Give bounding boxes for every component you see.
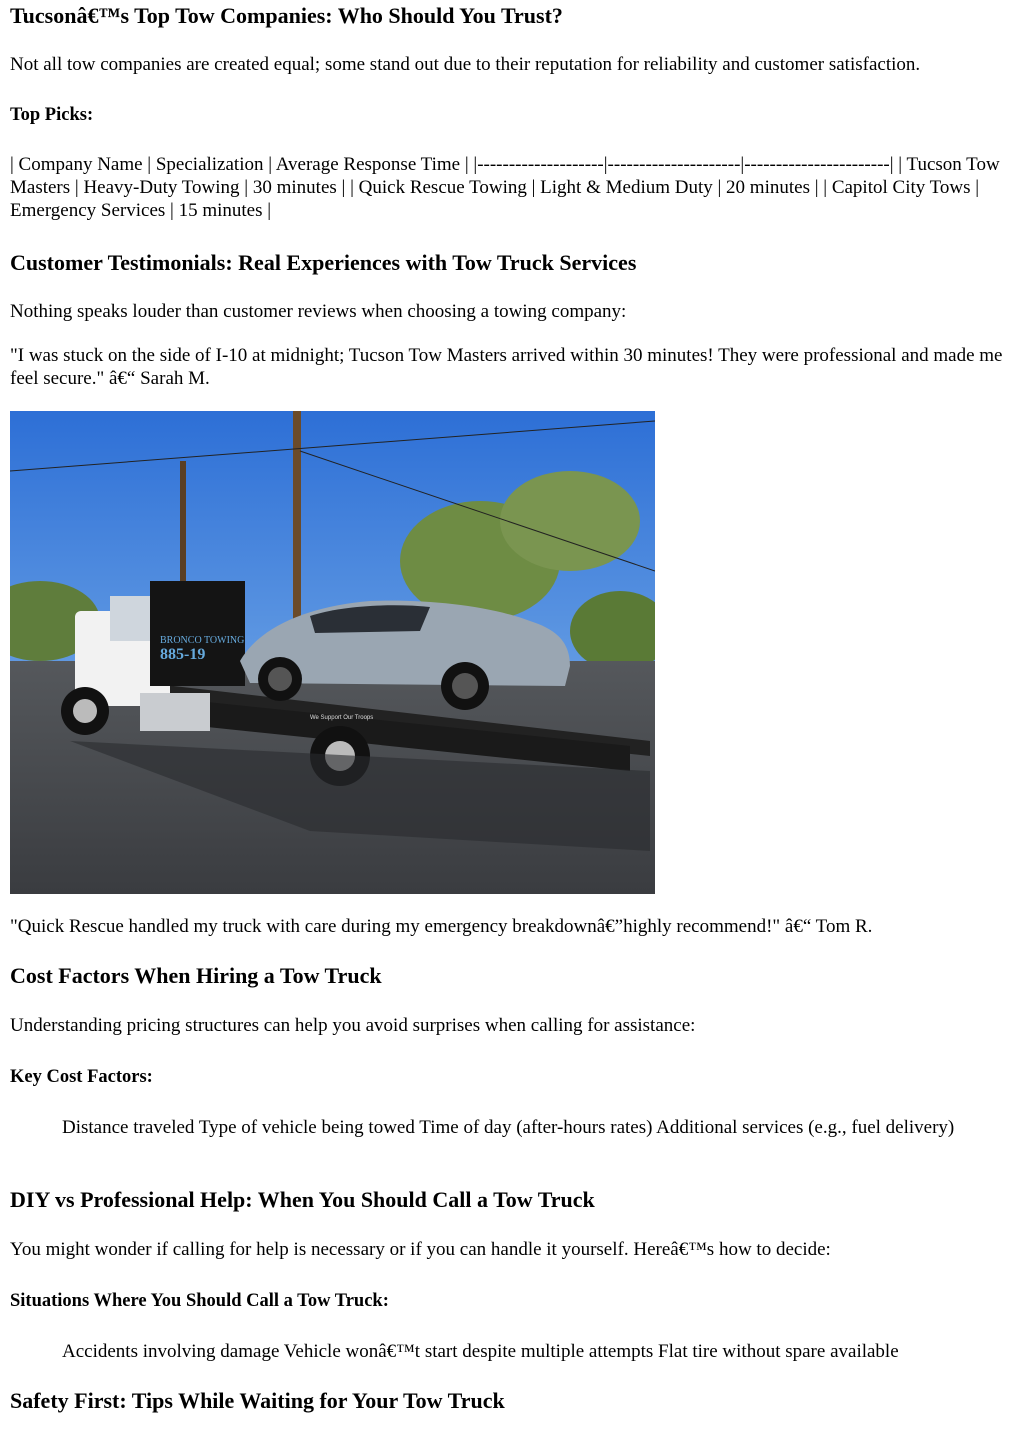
page-title: Tucsonâ€™s Top Tow Companies: Who Should You Trust? (10, 3, 563, 28)
truck-door-text: BRONCO TOWING (160, 635, 245, 646)
truck-phone: 885-19 (160, 646, 206, 663)
situations-list: Accidents involving damage Vehicle wonâ€™t start despite multiple attempts Flat tire without spare available (62, 1341, 899, 1362)
intro-paragraph: Not all tow companies are created equal; some stand out due to their reputation for reliability and customer satisfaction. (10, 54, 921, 75)
testimonial-tom: "Quick Rescue handled my truck with care during my emergency breakdownâ€”highly recommend!" â€“ Tom R. (10, 916, 873, 937)
top-picks-table-text: | Company Name | Specialization | Average Response Time | |--------------------|---------------------|-----------------------| | Tucson Tow Masters | Heavy-Duty Towing | 30 minutes | | Quick Rescue Towing | Light & Medium Duty | 20 minutes | | Capitol City Tows | Emergency Services | 15 minutes | (10, 154, 1000, 221)
tow-truck-photo-illustration (10, 411, 655, 894)
safety-first-heading: Safety First: Tips While Waiting for Your Tow Truck (10, 1388, 505, 1413)
testimonials-heading: Customer Testimonials: Real Experiences with Tow Truck Services (10, 250, 637, 275)
cost-factors-heading: Cost Factors When Hiring a Tow Truck (10, 963, 382, 988)
diy-vs-professional-heading: DIY vs Professional Help: When You Should Call a Tow Truck (10, 1187, 595, 1212)
cost-factors-intro: Understanding pricing structures can help you avoid surprises when calling for assistance: (10, 1015, 696, 1036)
situations-heading: Situations Where You Should Call a Tow Truck: (10, 1291, 389, 1311)
bed-slogan: We Support Our Troops (310, 715, 374, 721)
testimonial-sarah: "I was stuck on the side of I-10 at midnight; Tucson Tow Masters arrived within 30 minutes! They were professional and made me feel secure." â€“ Sarah M. (10, 345, 1003, 389)
top-picks-heading: Top Picks: (10, 105, 94, 125)
key-cost-factors-heading: Key Cost Factors: (10, 1067, 153, 1087)
testimonials-intro: Nothing speaks louder than customer reviews when choosing a towing company: (10, 301, 627, 322)
tow-truck-photo (10, 411, 655, 894)
key-cost-factors-list: Distance traveled Type of vehicle being towed Time of day (after-hours rates) Additional services (e.g., fuel delivery) (62, 1117, 955, 1138)
diy-intro: You might wonder if calling for help is necessary or if you can handle it yourself. Hereâ€™s how to decide: (10, 1239, 831, 1260)
